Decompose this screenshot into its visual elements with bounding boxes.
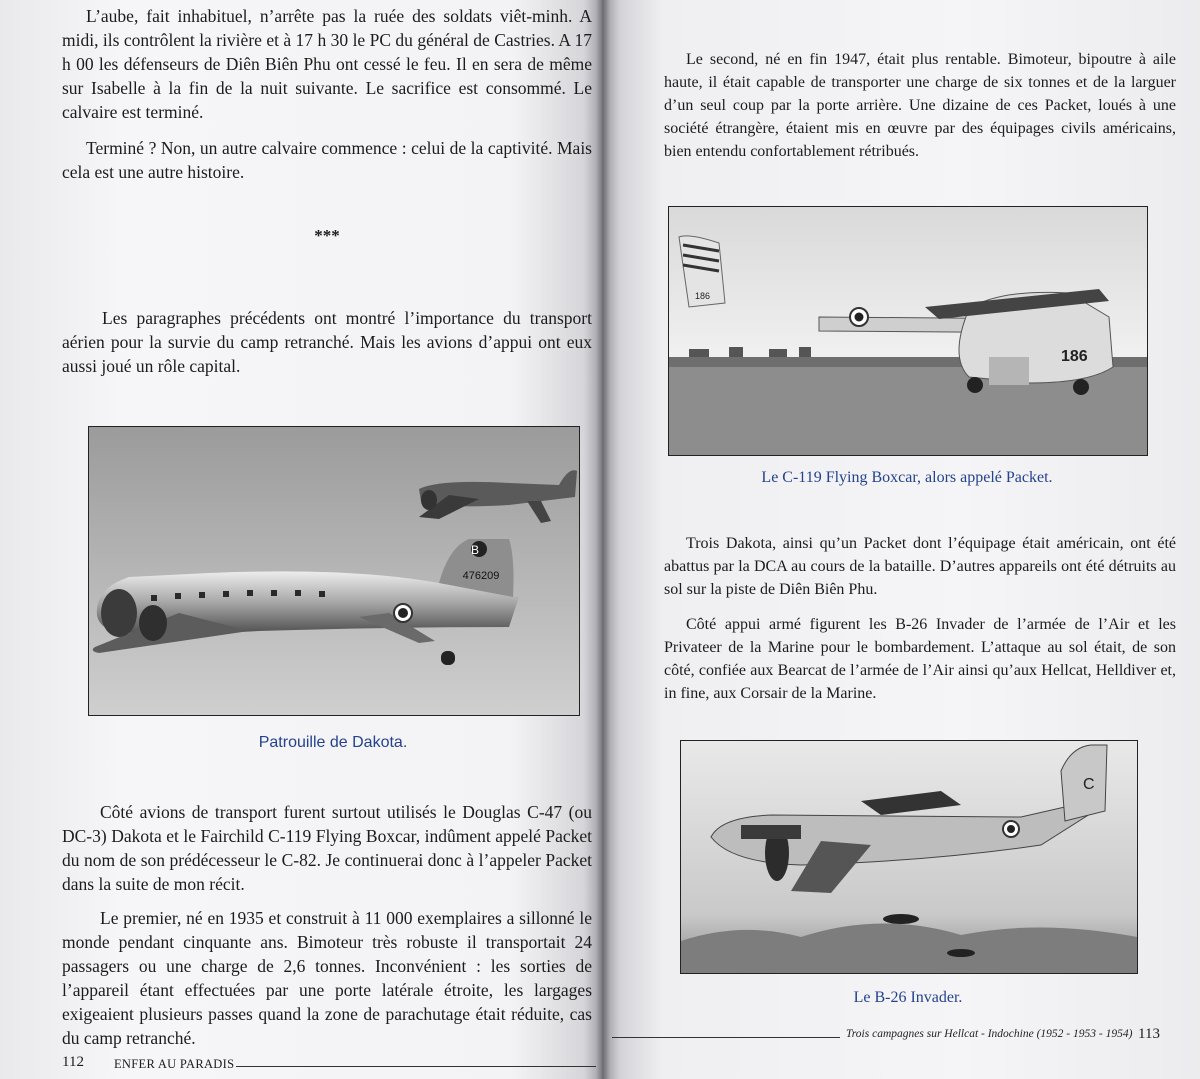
- tail-number: 186: [695, 291, 711, 301]
- c119-image: [669, 207, 1147, 455]
- tail-letter: B: [470, 543, 480, 557]
- figure-caption-b26: Le B-26 Invader.: [853, 989, 963, 1006]
- running-head-left: ENFER AU PARADIS: [114, 1057, 235, 1071]
- nose-number: 186: [1061, 348, 1088, 365]
- right-mid-text: [664, 532, 1176, 705]
- paragraph: L’aube, fait inhabituel, n’arrête pas la ruée des soldats viêt-minh. A midi, ils contrôlent la rivière et à 17 h 30 le PC du général de Castries. A 17 h 00 les défenseurs de Diên Biên Phu ont cessé le feu. Il en sera de même sur Isabelle à la fin de la nuit suivante. Le sacrifice est consommé. Le calvaire est terminé.: [62, 6, 592, 122]
- left-top-text: [62, 4, 592, 378]
- right-top-text: [664, 48, 1176, 163]
- tail-letter: C: [1083, 776, 1095, 793]
- figure-caption-dakota: Patrouille de Dakota.: [258, 734, 408, 751]
- paragraph: Les paragraphes précédents ont montré l’importance du transport aérien pour la survie du camp retranché. Mais les avions d’appui ont eux aussi joué un rôle capital.: [62, 308, 592, 376]
- section-separator: ***: [314, 226, 340, 245]
- tail-serial: 476209: [462, 570, 500, 582]
- footer-rule-right: [612, 1037, 840, 1038]
- footer-rule-left: [236, 1066, 596, 1067]
- page-number-left: 112: [62, 1054, 84, 1070]
- paragraph: Le second, né en fin 1947, était plus rentable. Bimoteur, bipoutre à aile haute, il était capable de transporter une charge de six tonnes et de la larguer d’un seul coup par la porte arrière. Une dizaine de ces Packet, loués à une société étrangère, étaient mis en œuvre par des équipages civils américains, bien entendu confortablement rétribués.: [664, 51, 1176, 160]
- b26-invader-photo: [680, 740, 1138, 974]
- right-page: [602, 0, 1200, 1079]
- running-foot-right: Trois campagnes sur Hellcat - Indochine (1952 - 1953 - 1954): [846, 1028, 1133, 1040]
- paragraph: Terminé ? Non, un autre calvaire commence : celui de la captivité. Mais cela est une autre histoire.: [62, 138, 592, 182]
- page-number-right: 113: [1138, 1026, 1160, 1042]
- book-gutter: [596, 0, 610, 1079]
- dakota-patrol-photo: [88, 426, 580, 716]
- paragraph: Côté appui armé figurent les B-26 Invader de l’armée de l’Air et les Privateer de la Marine pour le bombardement. L’attaque au sol était, de son côté, confiée aux Bearcat de l’armée de l’Air ainsi qu’aux Hellcat, Helldiver et, in fine, aux Corsair de la Marine.: [664, 616, 1176, 702]
- paragraph: Côté avions de transport furent surtout utilisés le Douglas C-47 (ou DC-3) Dakota et le Fairchild C-119 Flying Boxcar, indûment appelé Packet du nom de son prédécesseur le C-82. Je continuerai donc à l’appeler Packet dans la suite de mon récit.: [62, 802, 592, 894]
- b26-image: [681, 741, 1137, 973]
- dakota-image: [89, 427, 579, 715]
- c119-packet-photo: [668, 206, 1148, 456]
- left-bottom-text: [62, 800, 592, 1050]
- paragraph: Trois Dakota, ainsi qu’un Packet dont l’équipage était américain, ont été abattus par la DCA au cours de la bataille. D’autres appareils ont été détruits au sol sur la piste de Diên Biên Phu.: [664, 535, 1176, 598]
- figure-caption-c119: Le C-119 Flying Boxcar, alors appelé Packet.: [761, 469, 1053, 486]
- paragraph: Le premier, né en 1935 et construit à 11 000 exemplaires a sillonné le monde pendant cinquante ans. Bimoteur très robuste il transportait 24 passagers ou une charge de 2,6 tonnes. Inconvénient : les sorties de l’appareil étant effectuées par une porte latérale étroite, les largages exigeaient plusieurs passes quand la zone de parachutage était réduite, cas du camp retranché.: [62, 908, 592, 1048]
